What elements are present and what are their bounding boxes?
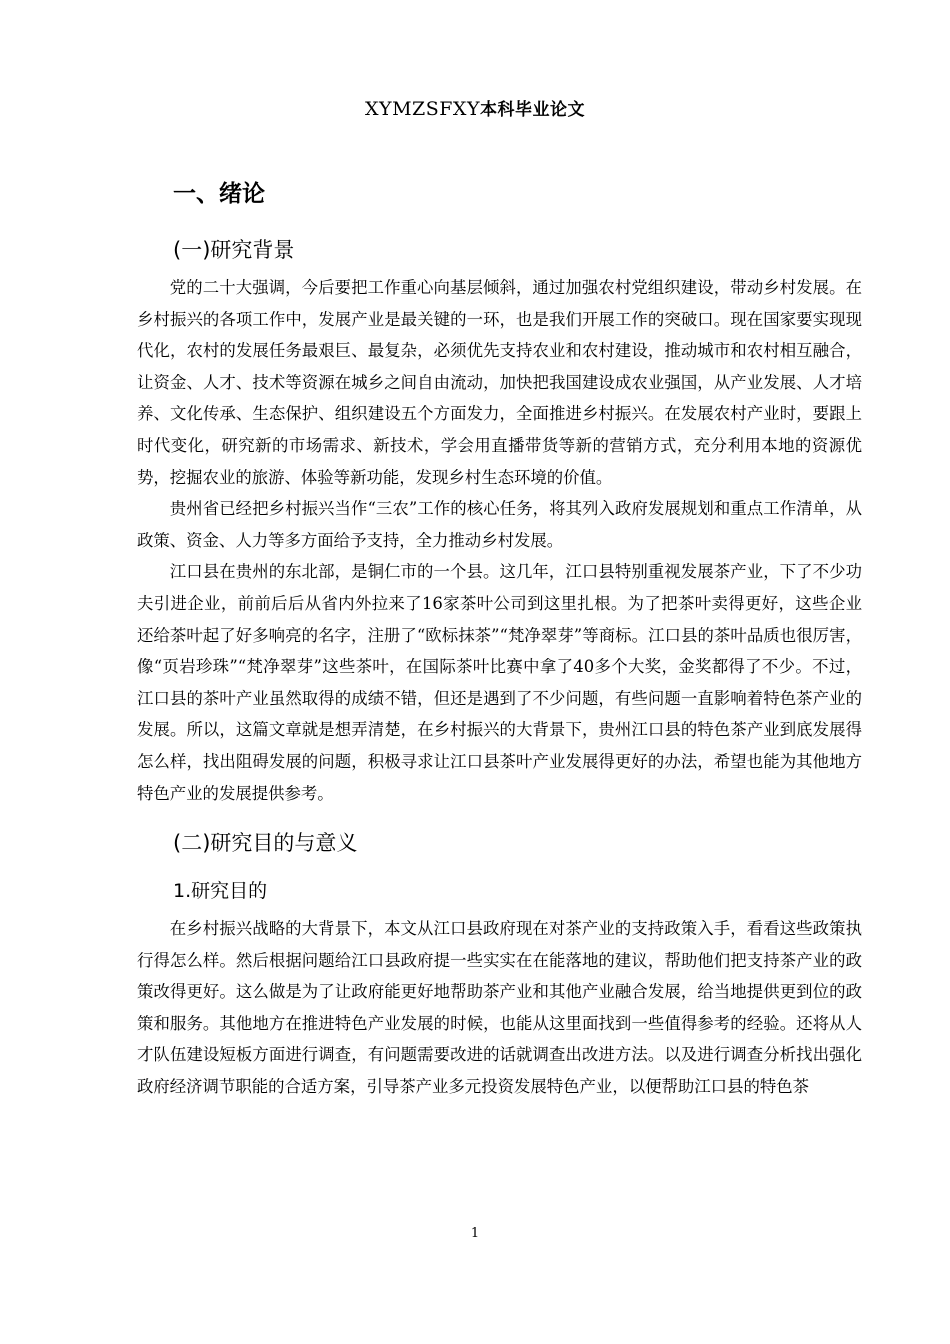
page-number: 1 xyxy=(470,1226,480,1241)
header-title: 本科毕业论文 xyxy=(480,100,585,120)
document-body xyxy=(137,170,862,1103)
paragraph: 在乡村振兴战略的大背景下，本文从江口县政府现在对茶产业的支持政策入手，看看这些政策执行得怎么样。然后根据问题给江口县政府提一些实实在在能落地的建议，帮助他们把支持茶产业的政策改得更好。这么做是为了让政府能更好地帮助茶产业和其他产业融合发展，给当地提供更到位的政策和服务。其他地方在推进特色产业发展的时候，也能从这里面找到一些值得参考的经验。还将从人才队伍建设短板方面进行调查，有问题需要改进的话就调查出改进方法。以及进行调查分析找出强化政府经济调节职能的合适方案，引导茶产业多元投资发展特色产业，以便帮助江口县的特色茶 xyxy=(137,919,862,1097)
paragraph: 贵州省已经把乡村振兴当作“三农”工作的核心任务，将其列入政府发展规划和重点工作清单，从政策、资金、人力等多方面给予支持，全力推动乡村发展。 xyxy=(137,499,862,550)
paragraph: 党的二十大强调，今后要把工作重心向基层倾斜，通过加强农村党组织建设，带动乡村发展。在乡村振兴的各项工作中，发展产业是最关键的一环，也是我们开展工作的突破口。现在国家要实现现代化，农村的发展任务最艰巨、最复杂，必须优先支持农业和农村建设，推动城市和农村相互融合，让资金、人才、技术等资源在城乡之间自由流动，加快把我国建设成农业强国，从产业发展、人才培养、文化传承、生态保护、组织建设五个方面发力，全面推进乡村振兴。在发展农村产业时，要跟上时代变化，研究新的市场需求、新技术，学会用直播带货等新的营销方式，充分利用本地的资源优势，挖掘农业的旅游、体验等新功能，发现乡村生态环境的价值。 xyxy=(137,278,862,487)
section-heading-purpose: (二)研究目的与意义 xyxy=(173,831,358,856)
header-code: XYMZSFXY xyxy=(365,98,480,120)
section-heading-background: (一)研究背景 xyxy=(173,238,295,262)
chapter-title: 一、绪论 xyxy=(173,181,265,207)
subsection-heading-purpose: 1.研究目的 xyxy=(173,880,268,903)
page-header xyxy=(0,95,950,120)
paragraph: 江口县在贵州的东北部，是铜仁市的一个县。这几年，江口县特别重视发展茶产业，下了不少功夫引进企业，前前后后从省内外拉来了16家茶叶公司到这里扎根。为了把茶叶卖得更好，这些企业还给茶叶起了好多响亮的名字，注册了“欧标抹茶”“梵净翠芽”等商标。江口县的茶叶品质也很厉害，像“页岩珍珠”“梵净翠芽”这些茶叶，在国际茶叶比赛中拿了40多个大奖，金奖都得了不少。不过，江口县的茶叶产业虽然取得的成绩不错，但还是遇到了不少问题，有些问题一直影响着特色茶产业的发展。所以，这篇文章就是想弄清楚，在乡村振兴的大背景下，贵州江口县的特色茶产业到底发展得怎么样，找出阻碍发展的问题，积极寻求让江口县茶叶产业发展得更好的办法，希望也能为其他地方特色产业的发展提供参考。 xyxy=(137,562,862,803)
